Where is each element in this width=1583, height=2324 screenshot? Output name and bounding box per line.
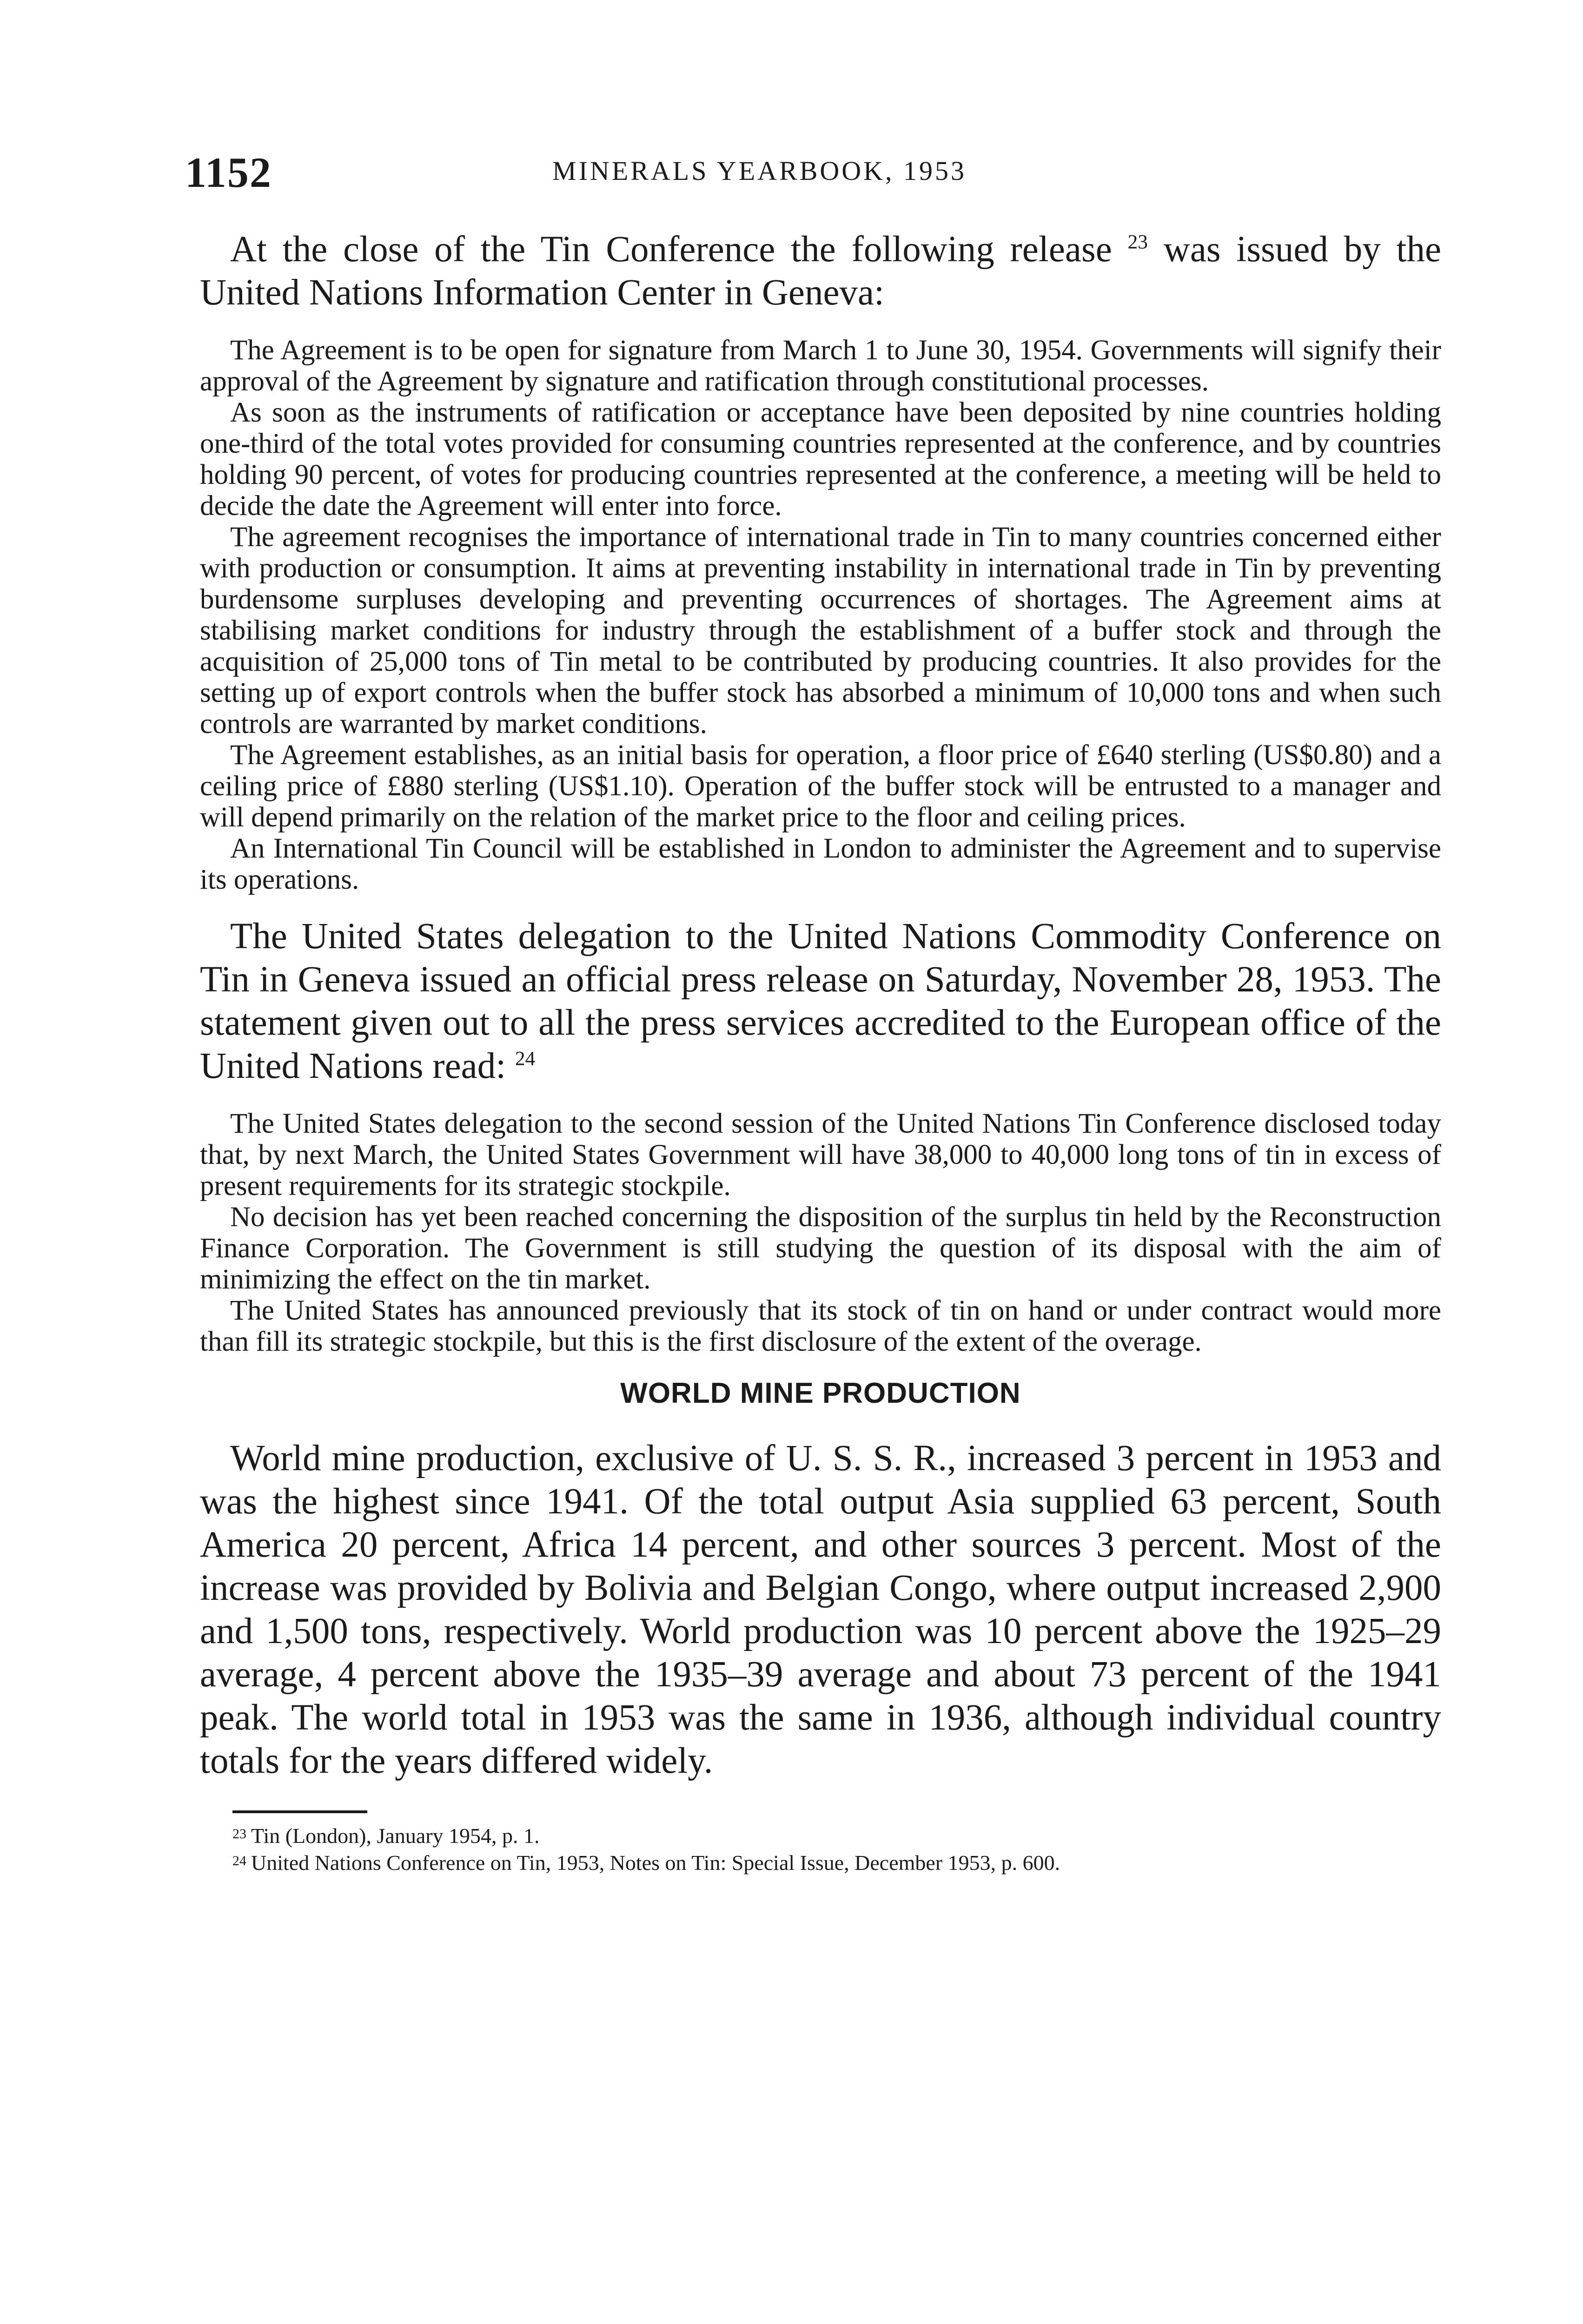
intro-text-continued: was issued by the United Nations Information Center in Geneva:: [200, 229, 1442, 313]
us-delegation-text: The United States delegation to the United Nations Commodity Conference on Tin in Geneva issued an official press release on Saturday, November 28, 1953. The statement given out to all the press services accredited to the European office of the United Nations read:: [200, 916, 1441, 1086]
tin-conference-release: [200, 335, 1441, 895]
section-heading: WORLD MINE PRODUCTION: [620, 1377, 1021, 1409]
footnote-23: [232, 1822, 1441, 1849]
footnote-ref-24: 24: [515, 1047, 536, 1070]
us-delegation-statement: [200, 1108, 1441, 1357]
release-paragraph: An International Tin Council will be established in London to administer the Agreement and to supervise its operations.: [200, 833, 1441, 895]
page-number: 1152: [185, 149, 272, 196]
running-head: MINERALS YEARBOOK, 1953: [552, 156, 967, 186]
statement-paragraph: The United States delegation to the second session of the United Nations Tin Conference disclosed today that, by next March, the United States Government will have 38,000 to 40,000 long tons of tin in excess of present requirements for its strategic stockpile.: [200, 1108, 1441, 1202]
footnote-mark: 23: [232, 1826, 246, 1842]
us-delegation-paragraph: [200, 915, 1441, 1088]
intro-text: At the close of the Tin Conference the following release: [230, 229, 1112, 270]
statement-paragraph: The United States has announced previously that its stock of tin on hand or under contract would more than fill its strategic stockpile, but this is the first disclosure of the extent of the overage.: [200, 1295, 1441, 1357]
page-body: [200, 228, 1441, 1875]
world-production-paragraph: World mine production, exclusive of U. S. S. R., increased 3 percent in 1953 and was the highest since 1941. Of the total output Asia supplied 63 percent, South America 20 percent, Africa 14 percent, and other sources 3 percent. Most of the increase was provided by Bolivia and Belgian Congo, where output increased 2,900 and 1,500 tons, respectively. World production was 10 percent above the 1925–29 average, 4 percent above the 1935–39 average and about 73 percent of the 1941 peak. The world total in 1953 was the same in 1936, although individual country totals for the years differed widely.: [200, 1438, 1441, 1781]
footnote-ref-23: 23: [1127, 231, 1148, 253]
release-paragraph: The Agreement is to be open for signature from March 1 to June 30, 1954. Governments will signify their approval of the Agreement by signature and ratification through constitutional processes.: [200, 335, 1441, 397]
release-paragraph: The agreement recognises the importance of international trade in Tin to many countries concerned either with production or consumption. It aims at preventing instability in international trade in Tin by preventing burdensome surpluses developing and preventing occurrences of shortages. The Agreement aims at stabilising market conditions for industry through the establishment of a buffer stock and through the acquisition of 25,000 tons of Tin metal to be contributed by producing countries. It also provides for the setting up of export controls when the buffer stock has absorbed a minimum of 10,000 tons and when such controls are warranted by market conditions.: [200, 522, 1441, 739]
footnote-divider: [232, 1810, 367, 1813]
footnote-text: United Nations Conference on Tin, 1953, Notes on Tin: Special Issue, December 1953, p. 600.: [251, 1851, 1060, 1875]
footnote-text: Tin (London), January 1954, p. 1.: [251, 1824, 540, 1848]
page-header: [185, 148, 1431, 199]
intro-paragraph: [200, 228, 1441, 314]
footnote-24: [232, 1849, 1441, 1875]
footnote-mark: 24: [232, 1853, 246, 1868]
statement-paragraph: No decision has yet been reached concerning the disposition of the surplus tin held by the Reconstruction Finance Corporation. The Government is still studying the question of its disposal with the aim of minimizing the effect on the tin market.: [200, 1202, 1441, 1295]
release-paragraph: As soon as the instruments of ratification or acceptance have been deposited by nine countries holding one-third of the total votes provided for consuming countries represented at the conference, and by countries holding 90 percent, of votes for producing countries represented at the conference, a meeting will be held to decide the date the Agreement will enter into force.: [200, 397, 1441, 522]
release-paragraph: The Agreement establishes, as an initial basis for operation, a floor price of £640 sterling (US$0.80) and a ceiling price of £880 sterling (US$1.10). Operation of the buffer stock will be entrusted to a manager and will depend primarily on the relation of the market price to the floor and ceiling prices.: [200, 739, 1441, 833]
